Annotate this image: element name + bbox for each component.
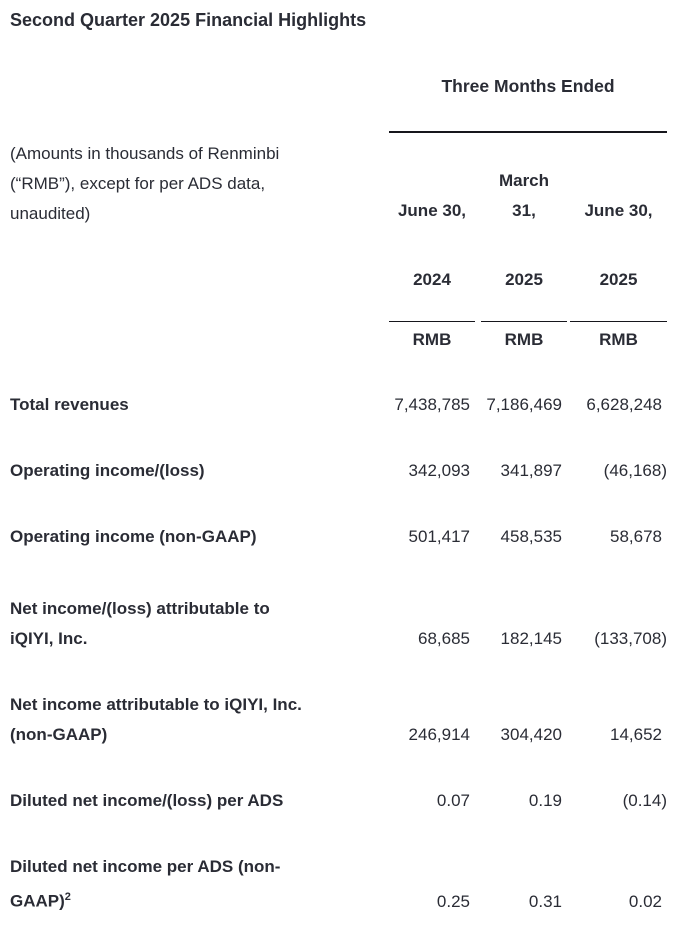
table-row-operating-income-non-gaap	[10, 522, 667, 552]
column-headers	[389, 166, 667, 352]
table-row-operating-income-loss	[10, 456, 667, 486]
row-label-line: Net income/(loss) attributable to	[10, 599, 270, 618]
column-date-line: March	[498, 171, 550, 190]
row-label-line: Diluted net income/(loss) per ADS	[10, 791, 284, 810]
table-row-total-revenues	[10, 390, 667, 420]
footnote-superscript: 2	[64, 891, 71, 903]
group-header-three-months-ended: Three Months Ended	[441, 76, 615, 96]
value-cell: 342,093	[408, 461, 470, 480]
column-header-mar-31-2025	[481, 166, 567, 352]
column-year: 2025	[505, 270, 543, 289]
row-label-line	[10, 882, 389, 917]
column-date-line: 31,	[512, 201, 536, 220]
value-cell: (133,708)	[594, 629, 667, 648]
column-date-line: June 30,	[584, 201, 653, 220]
row-label-line: Diluted net income per ADS (non-	[10, 857, 281, 876]
value-cell: 341,897	[500, 461, 562, 480]
note-line: (Amounts in thousands of Renminbi	[10, 144, 280, 163]
column-header-jun-30-2025	[570, 166, 667, 352]
value-cell: 501,417	[408, 527, 470, 546]
amounts-note	[10, 139, 378, 229]
table-row-net-income-loss-attributable	[10, 594, 667, 654]
value-cell: 182,145	[500, 629, 562, 648]
page-title: Second Quarter 2025 Financial Highlights	[10, 10, 367, 30]
row-label	[10, 522, 389, 552]
unit-cell	[570, 321, 667, 352]
table-row-diluted-net-income-loss-per-ads	[10, 786, 667, 816]
row-label	[10, 456, 389, 486]
value-cell: (0.14)	[622, 791, 667, 810]
value-cell: 6,628,248	[586, 395, 662, 414]
value-cell: 14,652	[610, 725, 662, 744]
unit-label: RMB	[504, 330, 544, 349]
row-label-line: Operating income (non-GAAP)	[10, 527, 257, 546]
row-label-line-text: GAAP)	[10, 891, 65, 911]
column-date	[389, 166, 475, 226]
group-header-rule	[389, 131, 667, 133]
value-cell: 68,685	[418, 629, 470, 648]
row-label-line: (non-GAAP)	[10, 725, 108, 744]
note-line: unaudited)	[10, 204, 91, 223]
value-cell: 7,186,469	[486, 395, 562, 414]
value-cell: 304,420	[500, 725, 562, 744]
value-cell: (46,168)	[603, 461, 667, 480]
value-cell: 0.19	[528, 791, 562, 810]
row-label-line: Net income attributable to iQIYI, Inc.	[10, 695, 302, 714]
unit-label: RMB	[412, 330, 452, 349]
value-cell: 0.07	[436, 791, 470, 810]
row-label	[10, 852, 389, 917]
row-label	[10, 390, 389, 420]
value-cell: 246,914	[408, 725, 470, 744]
row-label	[10, 594, 389, 654]
column-year: 2025	[599, 270, 638, 289]
unit-label: RMB	[599, 330, 638, 349]
row-label-line: Total revenues	[10, 395, 129, 414]
row-label-line: iQIYI, Inc.	[10, 629, 88, 648]
table-row-net-income-attributable-non-gaap	[10, 690, 667, 750]
note-line: (“RMB”), except for per ADS data,	[10, 174, 266, 193]
column-date-line: June 30,	[397, 201, 467, 220]
column-date	[570, 166, 667, 226]
value-cell: 7,438,785	[394, 395, 470, 414]
row-label-line: Operating income/(loss)	[10, 461, 205, 480]
row-label	[10, 690, 389, 750]
unit-cell	[389, 321, 475, 352]
column-year: 2024	[413, 270, 451, 289]
table-row-diluted-net-income-per-ads-non-gaap	[10, 852, 667, 917]
value-cell: 0.31	[528, 891, 562, 911]
column-date	[481, 166, 567, 226]
financial-table	[10, 390, 667, 917]
column-header-jun-30-2024	[389, 166, 475, 352]
unit-cell	[481, 321, 567, 352]
value-cell: 0.25	[436, 891, 470, 911]
value-cell: 458,535	[500, 527, 562, 546]
row-label	[10, 786, 389, 816]
value-cell: 0.02	[628, 891, 662, 911]
value-cell: 58,678	[610, 527, 662, 546]
